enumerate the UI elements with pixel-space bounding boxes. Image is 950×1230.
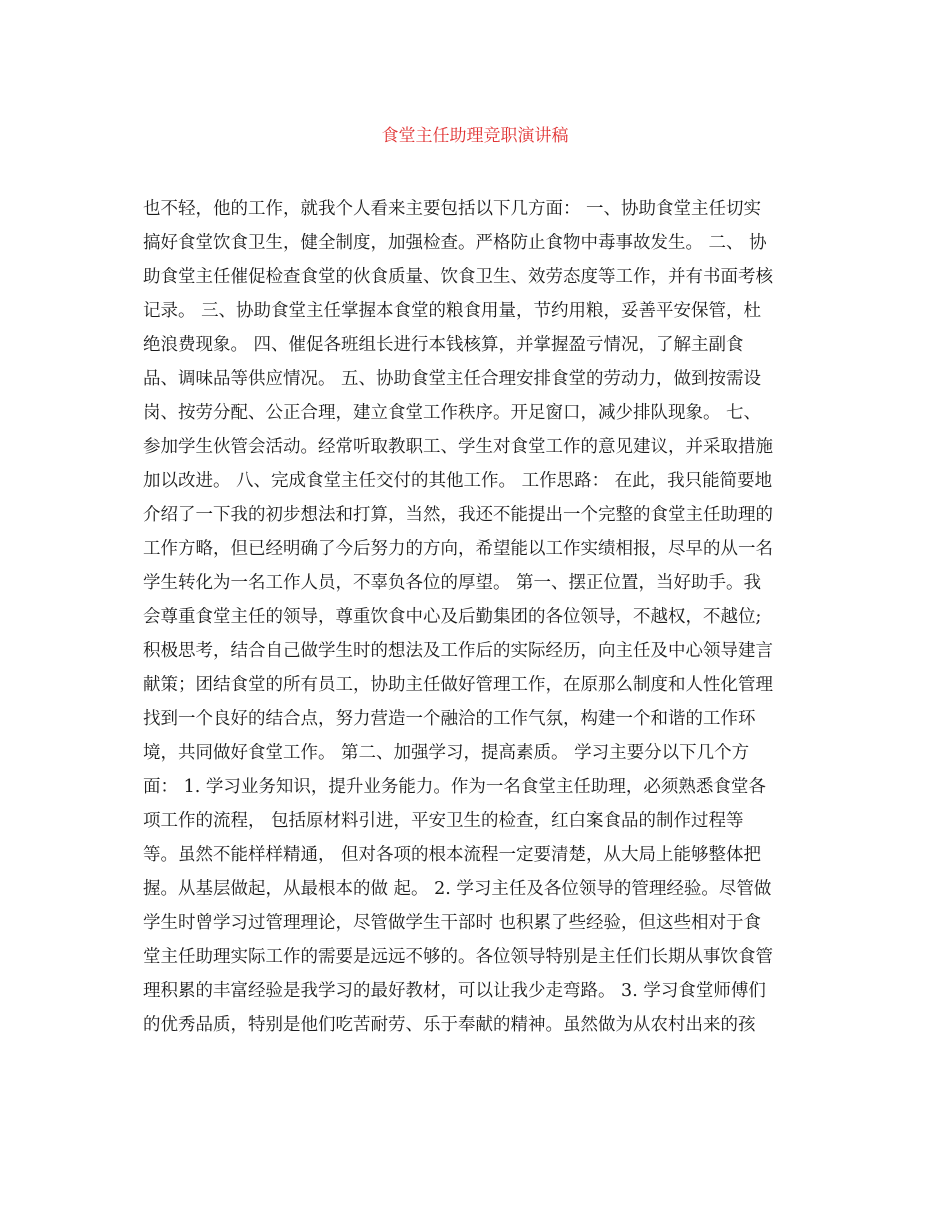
body-line: 找到一个良好的结合点，努力营造一个融洽的工作气氛，构建一个和谐的工作环 (143, 709, 756, 729)
body-line: 搞好食堂饮食卫生，健全制度，加强检查。严格防止食物中毒事故发生。 二、 协 (143, 233, 767, 253)
body-line: 岗、按劳分配、公正合理，建立食堂工作秩序。开足窗口，减少排队现象。 七、 (143, 403, 762, 423)
body-line: 堂主任助理实际工作的需要是远远不够的。各位领导特别是主任们长期从事饮食管 (143, 947, 773, 967)
body-line: 助食堂主任催促检查食堂的伙食质量、饮食卫生、效劳态度等工作，并有书面考核 (143, 267, 773, 287)
body-line: 品、调味品等供应情况。 五、协助食堂主任合理安排食堂的劳动力，做到按需设 (143, 369, 762, 389)
body-line: 工作方略，但已经明确了今后努力的方向，希望能以工作实绩相报，尽早的从一名 (143, 539, 773, 559)
body-line: 理积累的丰富经验是我学习的最好教材，可以让我少走弯路。 3. 学习食堂师傅们 (143, 981, 766, 1001)
body-line: 绝浪费现象。 四、催促各班组长进行本钱核算，并掌握盈亏情况，了解主副食 (143, 335, 744, 355)
body-line: 面： 1. 学习业务知识，提升业务能力。作为一名食堂主任助理，必须熟悉食堂各 (143, 777, 766, 797)
body-line: 握。从基层做起，从最根本的做 起。 2. 学习主任及各位领导的管理经验。尽管做 (143, 879, 772, 899)
body-line: 也不轻，他的工作，就我个人看来主要包括以下几方面： 一、协助食堂主任切实 (143, 199, 762, 219)
body-line: 献策；团结食堂的所有员工，协助主任做好管理工作，在原那么制度和人性化管理 (143, 675, 773, 695)
body-line: 记录。 三、协助食堂主任掌握本食堂的粮食用量，节约用粮，妥善平安保管，杜 (143, 301, 762, 321)
body-line: 学生转化为一名工作人员，不辜负各位的厚望。 第一、摆正位置，当好助手。我 (143, 573, 762, 593)
body-line: 学生时曾学习过管理理论，尽管做学生干部时 也积累了些经验，但这些相对于食 (143, 913, 762, 933)
body-line: 加以改进。 八、完成食堂主任交付的其他工作。 工作思路： 在此，我只能简要地 (143, 471, 773, 491)
body-line: 介绍了一下我的初步想法和打算，当然，我还不能提出一个完整的食堂主任助理的 (143, 505, 773, 525)
document-title: 食堂主任助理竞职演讲稿 (381, 126, 569, 146)
body-line: 的优秀品质，特别是他们吃苦耐劳、乐于奉献的精神。虽然做为从农村出来的孩 (143, 1015, 756, 1035)
body-line: 参加学生伙管会活动。经常听取教职工、学生对食堂工作的意见建议，并采取措施 (143, 437, 773, 457)
document-body (143, 192, 815, 1042)
body-line: 积极思考，结合自己做学生时的想法及工作后的实际经历，向主任及中心领导建言 (143, 641, 773, 661)
body-line: 等。虽然不能样样精通， 但对各项的根本流程一定要清楚，从大局上能够整体把 (143, 845, 762, 865)
body-line: 会尊重食堂主任的领导，尊重饮食中心及后勤集团的各位领导，不越权，不越位; (143, 607, 762, 627)
body-line: 项工作的流程， 包括原材料引进，平安卫生的检查，红白案食品的制作过程等 (143, 811, 744, 831)
body-line: 境，共同做好食堂工作。 第二、加强学习，提高素质。 学习主要分以下几个方 (143, 743, 750, 763)
